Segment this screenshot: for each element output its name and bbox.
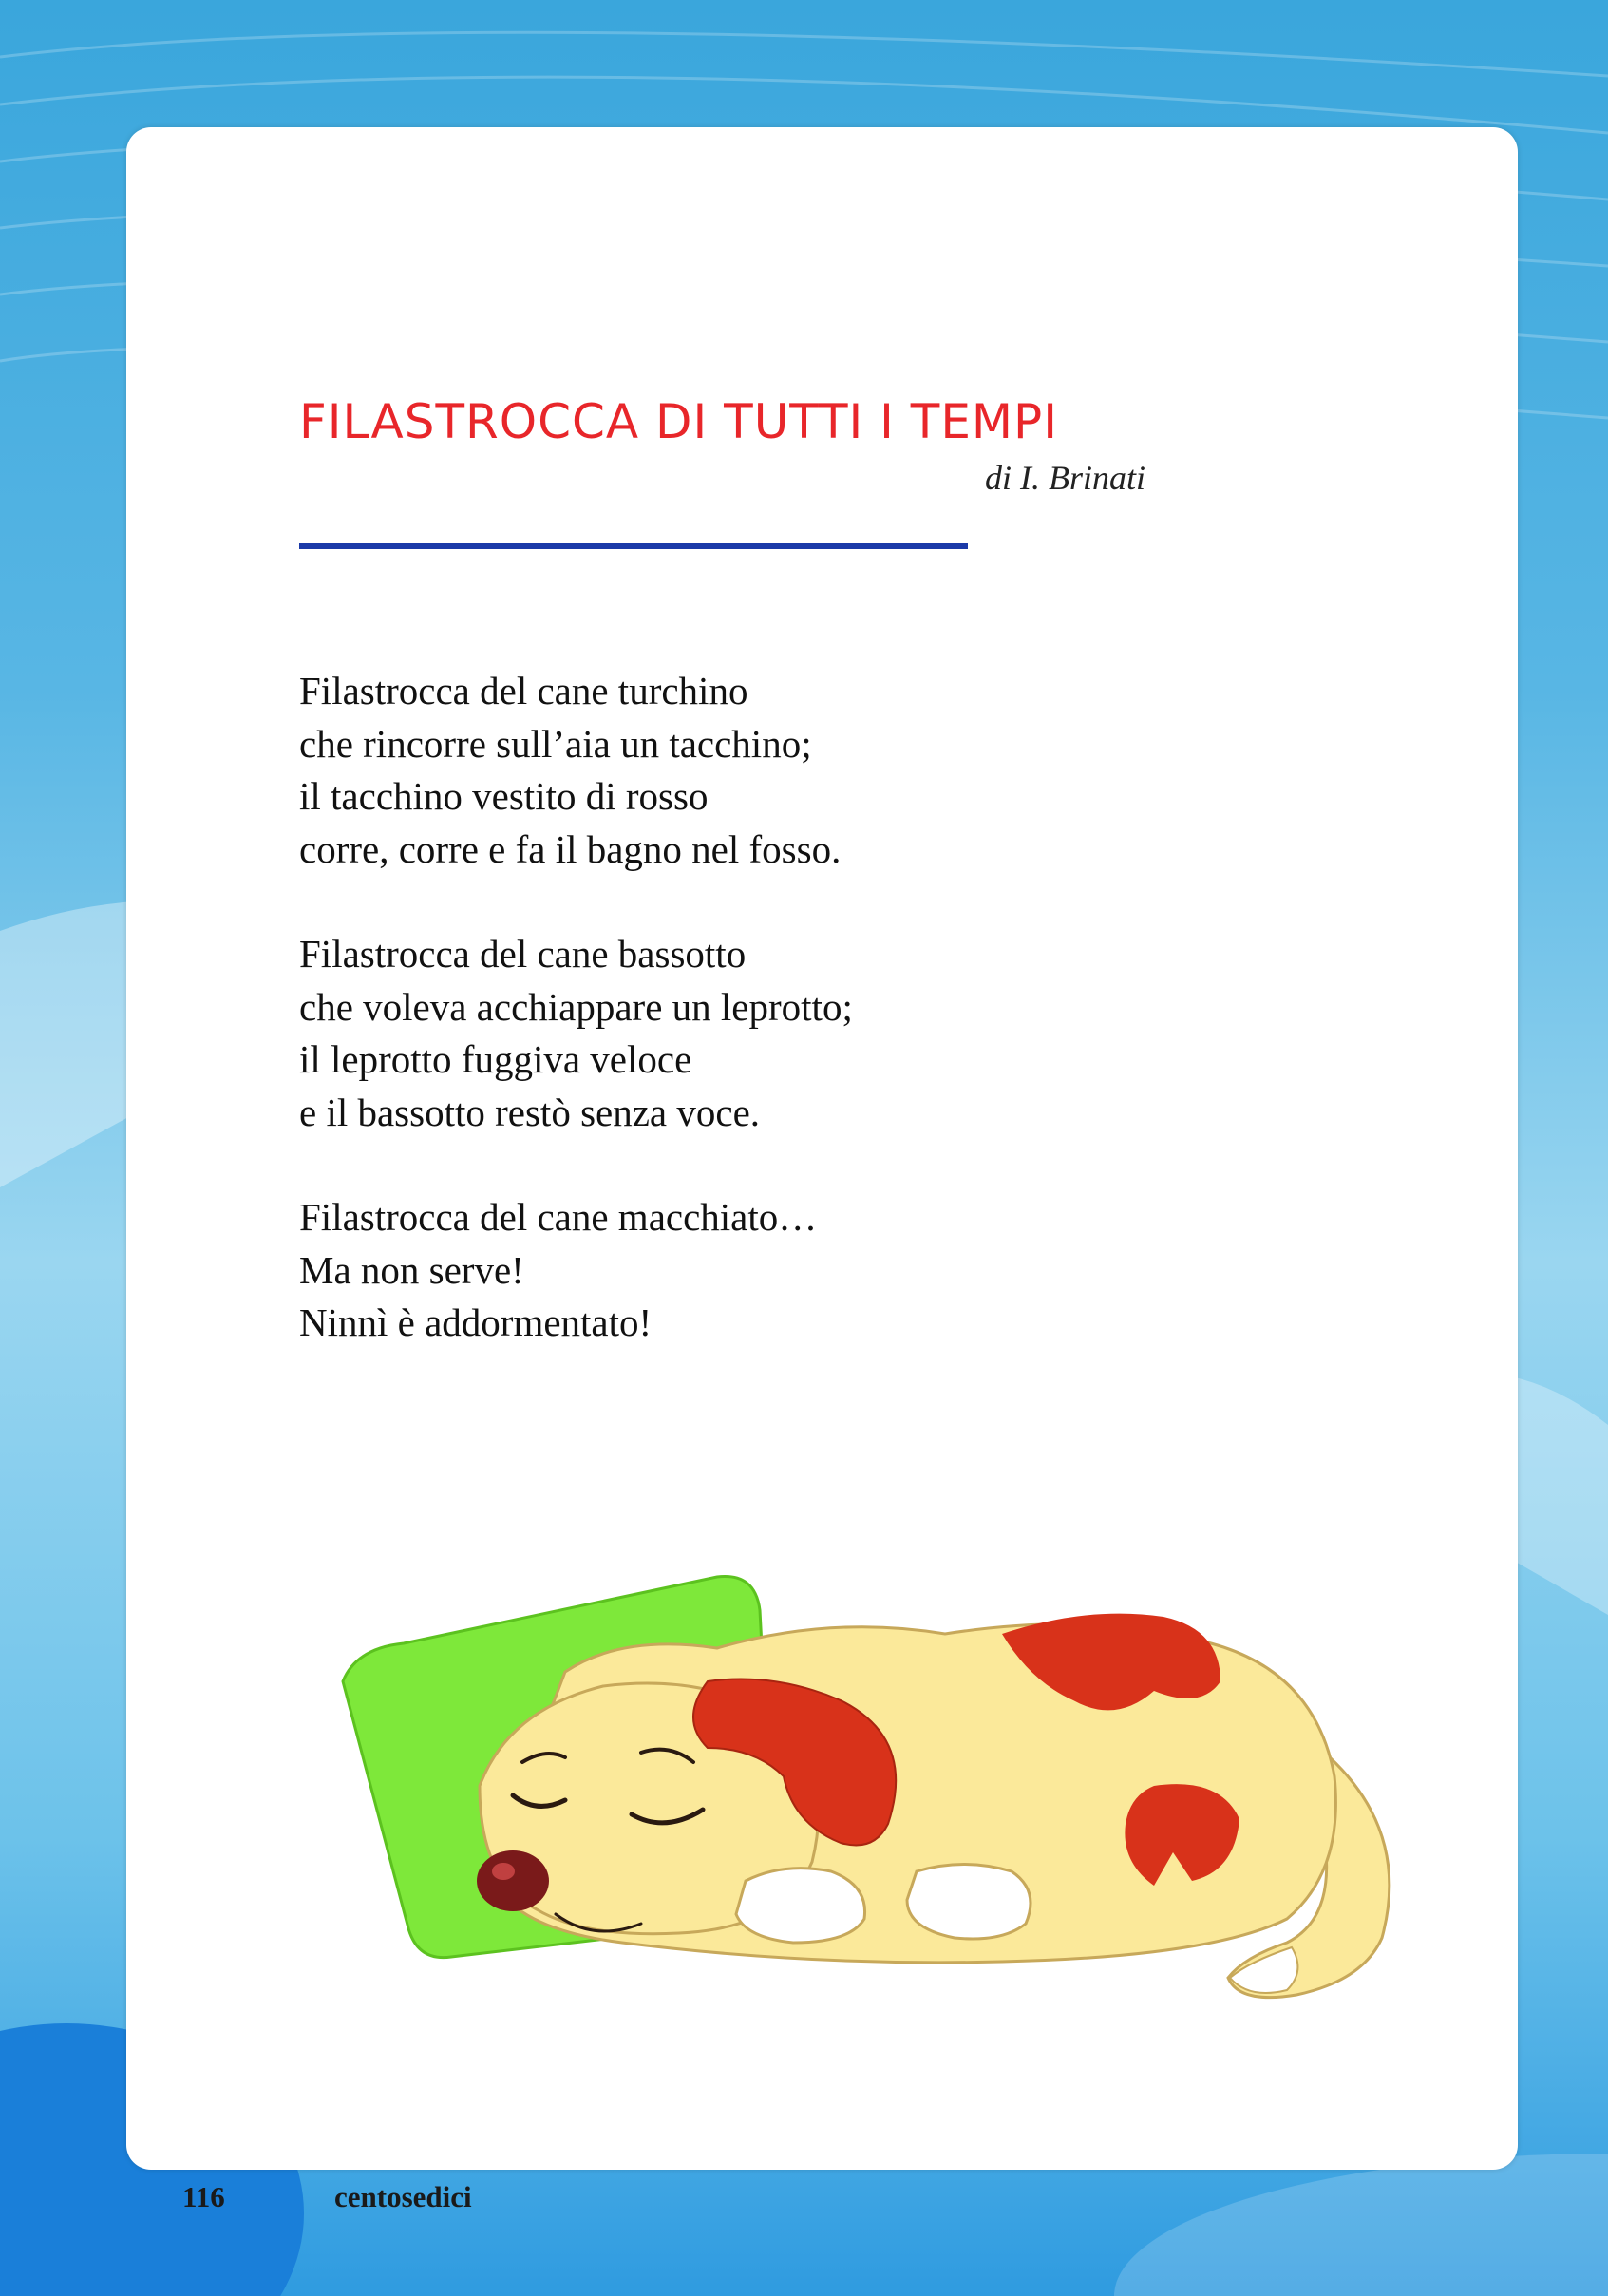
poem-line: che rincorre sull’aia un tacchino; — [299, 721, 812, 766]
poem-line: corre, corre e fa il bagno nel fosso. — [299, 826, 842, 871]
poem-body — [299, 665, 1249, 1402]
title-underline — [299, 543, 968, 549]
sleeping-dog-icon — [337, 1558, 1439, 2033]
poem-line: e il bassotto restò senza voce. — [299, 1090, 761, 1134]
poem-line: Ninnì è addormentato! — [299, 1300, 653, 1344]
poem-line: Filastrocca del cane bassotto — [299, 932, 747, 976]
poem-line: Filastrocca del cane turchino — [299, 669, 748, 712]
poem-line: il leprotto fuggiva veloce — [299, 1037, 692, 1081]
poem-author: di I. Brinati — [985, 459, 1145, 497]
stanza — [299, 1191, 1249, 1350]
stanza — [299, 665, 1249, 876]
poem-line: Ma non serve! — [299, 1247, 524, 1292]
poem-line: il tacchino vestito di rosso — [299, 774, 709, 818]
page-number-word: centosedici — [334, 2180, 472, 2213]
poem-line: Filastrocca del cane macchiato… — [299, 1195, 818, 1239]
page-number: 116 — [182, 2180, 225, 2213]
poem-title: FILASTROCCA DI TUTTI I TEMPI — [299, 394, 1058, 449]
stanza — [299, 928, 1249, 1139]
poem-line: che voleva acchiappare un leprotto; — [299, 984, 853, 1029]
